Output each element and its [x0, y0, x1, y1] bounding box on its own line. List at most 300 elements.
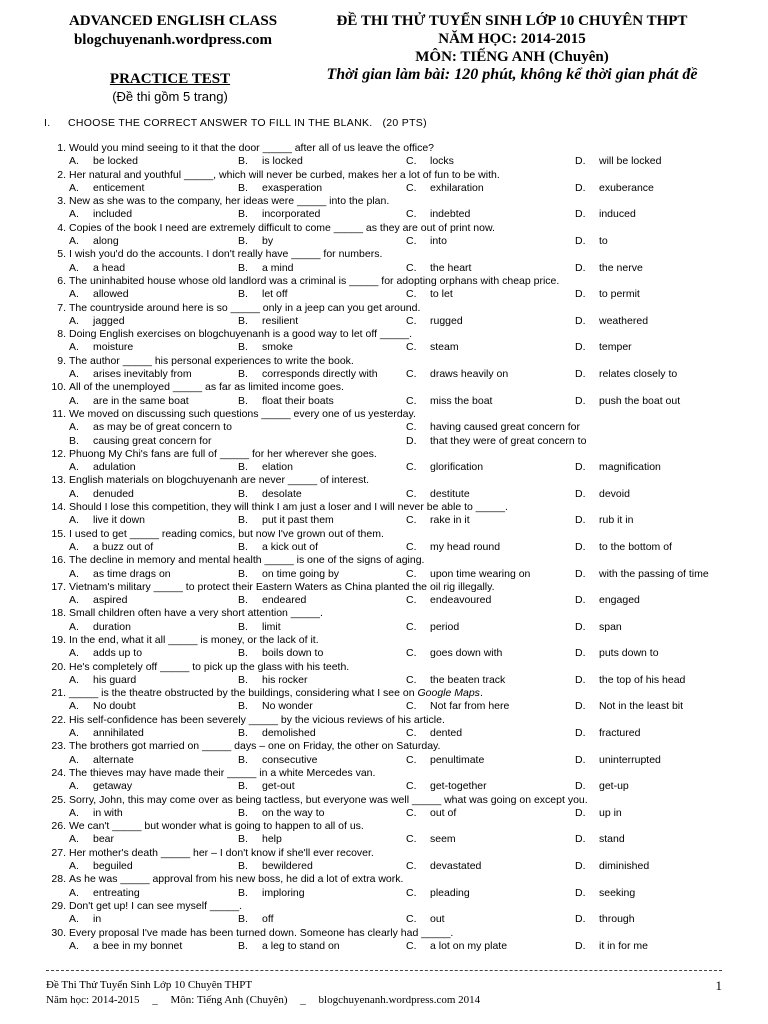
option-text: seem — [430, 833, 456, 846]
option-text: on the way to — [262, 806, 325, 819]
question-text: Every proposal I've made has been turned down. Someone has clearly had _____. — [69, 926, 454, 939]
question-text: Vietnam's military _____ to protect their Eastern Waters as China planted the oil rig illegally. — [69, 580, 495, 593]
option-text: relates closely to — [599, 368, 678, 381]
section-number: I. — [44, 117, 51, 129]
practice-block — [60, 70, 280, 105]
option-letter: C. — [406, 647, 417, 660]
option-letter: D. — [575, 806, 586, 819]
question-item — [44, 169, 734, 196]
option-letter: D. — [575, 514, 586, 527]
exam-title: ĐỀ THI THỬ TUYỂN SINH LỚP 10 CHUYÊN THPT — [336, 13, 688, 29]
section-title: CHOOSE THE CORRECT ANSWER TO FILL IN THE BLANK. — [68, 117, 373, 129]
option-c — [406, 395, 492, 408]
question-text: The countryside around here is so _____ only in a jeep can you get around. — [69, 301, 421, 314]
option-b — [238, 568, 339, 581]
option-b — [238, 514, 334, 527]
option-text: uninterrupted — [599, 753, 661, 766]
question-text: The uninhabited house whose old landlord was a criminal is _____ for adopting orphans with cheap price. — [69, 274, 560, 287]
question-text: All of the unemployed _____ as far as limited income goes. — [69, 381, 344, 394]
question-number: 19. — [51, 633, 66, 646]
option-c — [406, 208, 470, 221]
option-text: steam — [430, 341, 459, 354]
option-c — [406, 262, 471, 275]
option-letter: C. — [406, 461, 417, 474]
option-b — [238, 833, 282, 846]
question-line — [44, 302, 734, 315]
option-letter: A. — [69, 567, 79, 580]
option-text: causing great concern for — [93, 434, 212, 447]
option-d — [575, 860, 649, 873]
question-line — [44, 607, 734, 620]
italic-term: Google Maps — [417, 687, 480, 700]
class-name: ADVANCED ENGLISH CLASS — [68, 13, 278, 29]
option-text: getaway — [93, 780, 133, 793]
option-letter: D. — [575, 594, 586, 607]
option-text: into — [430, 235, 447, 248]
question-item — [44, 900, 734, 927]
question-text: I used to get _____ reading comics, but now I've grown out of them. — [69, 527, 384, 540]
option-letter: A. — [69, 235, 79, 248]
option-text: consecutive — [262, 753, 318, 766]
question-item — [44, 740, 734, 767]
question-line — [44, 581, 734, 594]
question-item — [44, 581, 734, 608]
option-letter: B. — [238, 939, 248, 952]
question-line — [44, 169, 734, 182]
option-text: temper — [599, 341, 632, 354]
option-a — [69, 182, 144, 195]
option-text: rugged — [430, 314, 463, 327]
answer-options — [44, 541, 734, 554]
time-allowed: Thời gian làm bài: 120 phút, không kể thời gian phát đề — [326, 66, 698, 83]
option-text: denuded — [93, 487, 134, 500]
option-text: up in — [599, 806, 622, 819]
option-c — [406, 833, 456, 846]
question-number: 5. — [57, 248, 66, 261]
option-letter: D. — [575, 461, 586, 474]
option-text: glorification — [430, 461, 484, 474]
option-letter: B. — [238, 860, 248, 873]
question-number: 14. — [51, 501, 66, 514]
question-number: 24. — [51, 766, 66, 779]
option-letter: B. — [238, 341, 248, 354]
option-letter: B. — [238, 700, 248, 713]
option-letter: A. — [69, 288, 79, 301]
option-b — [238, 541, 318, 554]
question-number: 4. — [57, 221, 66, 234]
option-a — [69, 288, 129, 301]
option-letter: C. — [406, 314, 417, 327]
option-d — [575, 754, 661, 767]
question-text: Her mother's death _____ her – I don't know if she'll ever recover. — [69, 846, 374, 859]
question-number: 3. — [57, 195, 66, 208]
option-letter: D. — [575, 567, 586, 580]
option-text: it in for me — [599, 939, 649, 952]
question-item — [44, 687, 734, 714]
question-number: 20. — [51, 660, 66, 673]
option-letter: D. — [406, 434, 417, 447]
option-a — [69, 235, 119, 248]
question-text: English materials on blogchuyenanh are never _____ of interest. — [69, 474, 370, 487]
option-text: fractured — [599, 727, 641, 740]
option-c — [406, 647, 502, 660]
option-d — [575, 368, 677, 381]
question-number: 1. — [57, 142, 66, 154]
option-b — [238, 887, 305, 900]
question-item — [44, 195, 734, 222]
option-text: is locked — [262, 155, 303, 168]
option-letter: C. — [406, 341, 417, 354]
question-text: In the end, what it all _____ is money, or the lack of it. — [69, 633, 319, 646]
question-item — [44, 355, 734, 382]
answer-options — [44, 913, 734, 926]
option-d — [575, 780, 629, 793]
option-a — [69, 780, 132, 793]
option-letter: D. — [575, 394, 586, 407]
option-b — [238, 182, 322, 195]
option-letter: A. — [69, 208, 79, 221]
question-item — [44, 873, 734, 900]
question-line — [44, 528, 734, 541]
option-text: demolished — [262, 727, 316, 740]
option-a — [69, 913, 101, 926]
option-text: float their boats — [262, 394, 334, 407]
option-text: get-together — [430, 780, 487, 793]
question-text: The brothers got married on _____ days – one on Friday, the other on Saturday. — [69, 740, 441, 753]
option-text: imploring — [262, 886, 305, 899]
option-text: push the boat out — [599, 394, 681, 407]
option-c — [406, 341, 459, 354]
option-b — [238, 913, 273, 926]
question-number: 7. — [57, 301, 66, 314]
option-d — [575, 940, 648, 953]
question-item — [44, 474, 734, 501]
option-letter: A. — [69, 780, 79, 793]
question-text: Don't get up! I can see myself _____. — [69, 899, 243, 912]
option-letter: A. — [69, 833, 79, 846]
option-text: through — [599, 913, 635, 926]
option-c — [406, 940, 507, 953]
answer-options — [44, 182, 734, 195]
answer-options — [44, 514, 734, 527]
answer-options — [44, 780, 734, 793]
question-line — [44, 900, 734, 913]
option-letter: A. — [69, 753, 79, 766]
option-letter: B. — [238, 806, 248, 819]
question-item — [44, 302, 734, 329]
question-number: 26. — [51, 820, 66, 833]
question-line — [44, 142, 734, 155]
option-text: stand — [599, 833, 625, 846]
answer-options — [44, 860, 734, 873]
option-text: in — [93, 913, 102, 926]
option-b — [238, 621, 281, 634]
option-text: No doubt — [93, 700, 136, 713]
option-d — [575, 208, 636, 221]
answer-options — [44, 395, 734, 408]
footer-divider — [46, 970, 722, 971]
option-letter: D. — [575, 288, 586, 301]
answer-options — [44, 621, 734, 634]
question-text: He's completely off _____ to pick up the glass with his teeth. — [69, 660, 350, 673]
question-line — [44, 381, 734, 394]
option-d — [575, 541, 672, 554]
option-d — [575, 621, 622, 634]
option-text: devoid — [599, 487, 630, 500]
option-a — [69, 315, 125, 328]
question-item — [44, 328, 734, 355]
question-text: As he was _____ approval from his new boss, he did a lot of extra work. — [69, 873, 404, 886]
option-b — [238, 208, 320, 221]
option-c — [406, 621, 459, 634]
option-letter: D. — [575, 939, 586, 952]
question-item — [44, 448, 734, 475]
question-number: 10. — [51, 381, 66, 394]
blog-url: blogchuyenanh.wordpress.com — [73, 32, 273, 48]
option-c — [406, 754, 484, 767]
option-letter: A. — [69, 886, 79, 899]
option-text: rake in it — [430, 514, 470, 527]
option-b — [238, 754, 317, 767]
question-number: 25. — [51, 793, 66, 806]
option-letter: B. — [238, 487, 248, 500]
option-text: are in the same boat — [93, 394, 189, 407]
option-text: a bee in my bonnet — [93, 939, 183, 952]
page-count: (Đề thi gồm 5 trang) — [112, 89, 228, 104]
option-d — [575, 568, 709, 581]
option-b — [238, 315, 298, 328]
question-line — [44, 195, 734, 208]
answer-options — [44, 208, 734, 221]
question-text: The thieves may have made their _____ in a white Mercedes van. — [69, 766, 376, 779]
question-number: 9. — [57, 354, 66, 367]
option-text: limit — [262, 620, 281, 633]
option-text: exasperation — [262, 181, 323, 194]
question-line — [44, 355, 734, 368]
question-item — [44, 248, 734, 275]
option-text: to — [599, 235, 608, 248]
option-a — [69, 621, 131, 634]
option-letter: B. — [238, 833, 248, 846]
section-points: (20 PTS) — [382, 117, 427, 129]
option-text: destitute — [430, 487, 470, 500]
question-line — [44, 501, 734, 514]
option-letter: C. — [406, 780, 417, 793]
option-letter: A. — [69, 261, 79, 274]
option-text: with the passing of time — [599, 567, 709, 580]
option-letter: C. — [406, 833, 417, 846]
option-d — [575, 594, 640, 607]
option-text: a lot on my plate — [430, 939, 508, 952]
option-b — [238, 341, 293, 354]
option-text: live it down — [93, 514, 145, 527]
option-c — [406, 155, 454, 168]
option-letter: D. — [575, 700, 586, 713]
option-letter: D. — [575, 886, 586, 899]
option-letter: D. — [575, 833, 586, 846]
option-text: dented — [430, 727, 463, 740]
question-line — [44, 740, 734, 753]
question-number: 8. — [57, 328, 66, 341]
option-letter: C. — [406, 487, 417, 500]
option-c — [406, 568, 530, 581]
question-item — [44, 142, 734, 169]
option-letter: B. — [238, 620, 248, 633]
option-letter: A. — [69, 673, 79, 686]
option-letter: B. — [238, 155, 248, 168]
option-b — [238, 395, 334, 408]
question-item — [44, 714, 734, 741]
option-letter: D. — [575, 261, 586, 274]
option-letter: B. — [238, 208, 248, 221]
option-text: off — [262, 913, 274, 926]
option-text: jagged — [93, 314, 125, 327]
option-letter: A. — [69, 368, 79, 381]
question-number: 28. — [51, 873, 66, 886]
question-line — [44, 634, 734, 647]
option-b — [238, 235, 273, 248]
option-b — [238, 461, 293, 474]
question-line — [44, 687, 734, 700]
option-letter: B. — [238, 514, 248, 527]
question-text: Sorry, John, this may come over as being tactless, but everyone was well _____ what was going on except you. — [69, 793, 588, 806]
question-number: 29. — [51, 899, 66, 912]
option-letter: C. — [406, 208, 417, 221]
option-d — [575, 315, 648, 328]
option-text: to let — [430, 288, 453, 301]
question-line — [44, 714, 734, 727]
option-b — [238, 647, 323, 660]
option-letter: C. — [406, 288, 417, 301]
question-item — [44, 222, 734, 249]
question-item — [44, 794, 734, 821]
option-a — [69, 860, 133, 873]
option-a — [69, 700, 136, 713]
option-text: out of — [430, 806, 457, 819]
option-text: to permit — [599, 288, 640, 301]
answer-options — [44, 674, 734, 687]
option-text: a head — [93, 261, 126, 274]
option-c — [406, 368, 508, 381]
option-a — [69, 395, 189, 408]
question-item — [44, 381, 734, 408]
option-text: boils down to — [262, 647, 324, 660]
option-text: seeking — [599, 886, 636, 899]
option-a — [69, 727, 144, 740]
option-letter: C. — [406, 939, 417, 952]
option-text: the heart — [430, 261, 472, 274]
question-text: We can't _____ but wonder what is going to happen to all of us. — [69, 820, 364, 833]
option-text: locks — [430, 155, 454, 168]
option-c — [406, 860, 481, 873]
option-text: weathered — [599, 314, 649, 327]
practice-title: PRACTICE TEST — [109, 71, 231, 87]
question-number: 12. — [51, 447, 66, 460]
option-b — [238, 674, 308, 687]
question-text: Small children often have a very short attention _____. — [69, 607, 323, 620]
option-text: get-out — [262, 780, 295, 793]
option-c — [406, 780, 487, 793]
answer-options — [44, 940, 734, 953]
option-text: his guard — [93, 673, 137, 686]
option-b — [238, 807, 324, 820]
option-d — [575, 262, 643, 275]
option-text: Not far from here — [430, 700, 510, 713]
option-text: No wonder — [262, 700, 313, 713]
option-text: duration — [93, 620, 131, 633]
footer-info — [46, 993, 722, 1008]
option-text: penultimate — [430, 753, 485, 766]
question-number: 2. — [57, 168, 66, 181]
option-letter: B. — [238, 727, 248, 740]
option-text: having caused great concern for — [430, 421, 581, 434]
option-text: exhilaration — [430, 181, 484, 194]
option-b — [238, 488, 302, 501]
option-letter: A. — [69, 314, 79, 327]
option-text: indebted — [430, 208, 471, 221]
option-text: smoke — [262, 341, 293, 354]
question-number: 30. — [51, 926, 66, 939]
option-text: period — [430, 620, 460, 633]
option-letter: C. — [406, 421, 417, 434]
option-a — [69, 461, 136, 474]
option-letter: D. — [575, 753, 586, 766]
option-letter: D. — [575, 647, 586, 660]
option-b — [238, 594, 306, 607]
question-text: We moved on discussing such questions _____ every one of us yesterday. — [69, 407, 416, 420]
option-a — [69, 754, 134, 767]
option-letter: C. — [406, 181, 417, 194]
option-d — [575, 461, 661, 474]
question-number: 22. — [51, 713, 66, 726]
option-letter: D. — [575, 208, 586, 221]
option-a — [69, 541, 153, 554]
option-letter: A. — [69, 620, 79, 633]
option-a — [69, 208, 132, 221]
question-line — [44, 820, 734, 833]
option-letter: D. — [575, 235, 586, 248]
option-c — [406, 807, 456, 820]
question-item — [44, 927, 734, 954]
question-number: 6. — [57, 274, 66, 287]
option-text: beguiled — [93, 860, 133, 873]
option-text: alternate — [93, 753, 134, 766]
option-text: the nerve — [599, 261, 643, 274]
question-number: 23. — [51, 740, 66, 753]
question-number: 11. — [52, 407, 66, 420]
answer-options — [44, 421, 734, 448]
option-text: entreating — [93, 886, 140, 899]
answer-options — [44, 833, 734, 846]
question-line — [44, 847, 734, 860]
option-letter: B. — [238, 288, 248, 301]
option-text: as may be of great concern to — [93, 421, 232, 434]
option-b — [238, 155, 303, 168]
option-text: endeavoured — [430, 594, 492, 607]
option-a — [69, 647, 142, 660]
answer-options — [44, 368, 734, 381]
option-letter: B. — [238, 181, 248, 194]
option-d — [575, 727, 640, 740]
option-text: help — [262, 833, 282, 846]
answer-options — [44, 488, 734, 501]
option-d — [575, 887, 635, 900]
option-d — [575, 647, 659, 660]
option-letter: C. — [406, 261, 417, 274]
footer-subject: Môn: Tiếng Anh (Chuyên) — [170, 994, 288, 1006]
question-number: 13. — [51, 474, 66, 487]
option-letter: A. — [69, 939, 79, 952]
